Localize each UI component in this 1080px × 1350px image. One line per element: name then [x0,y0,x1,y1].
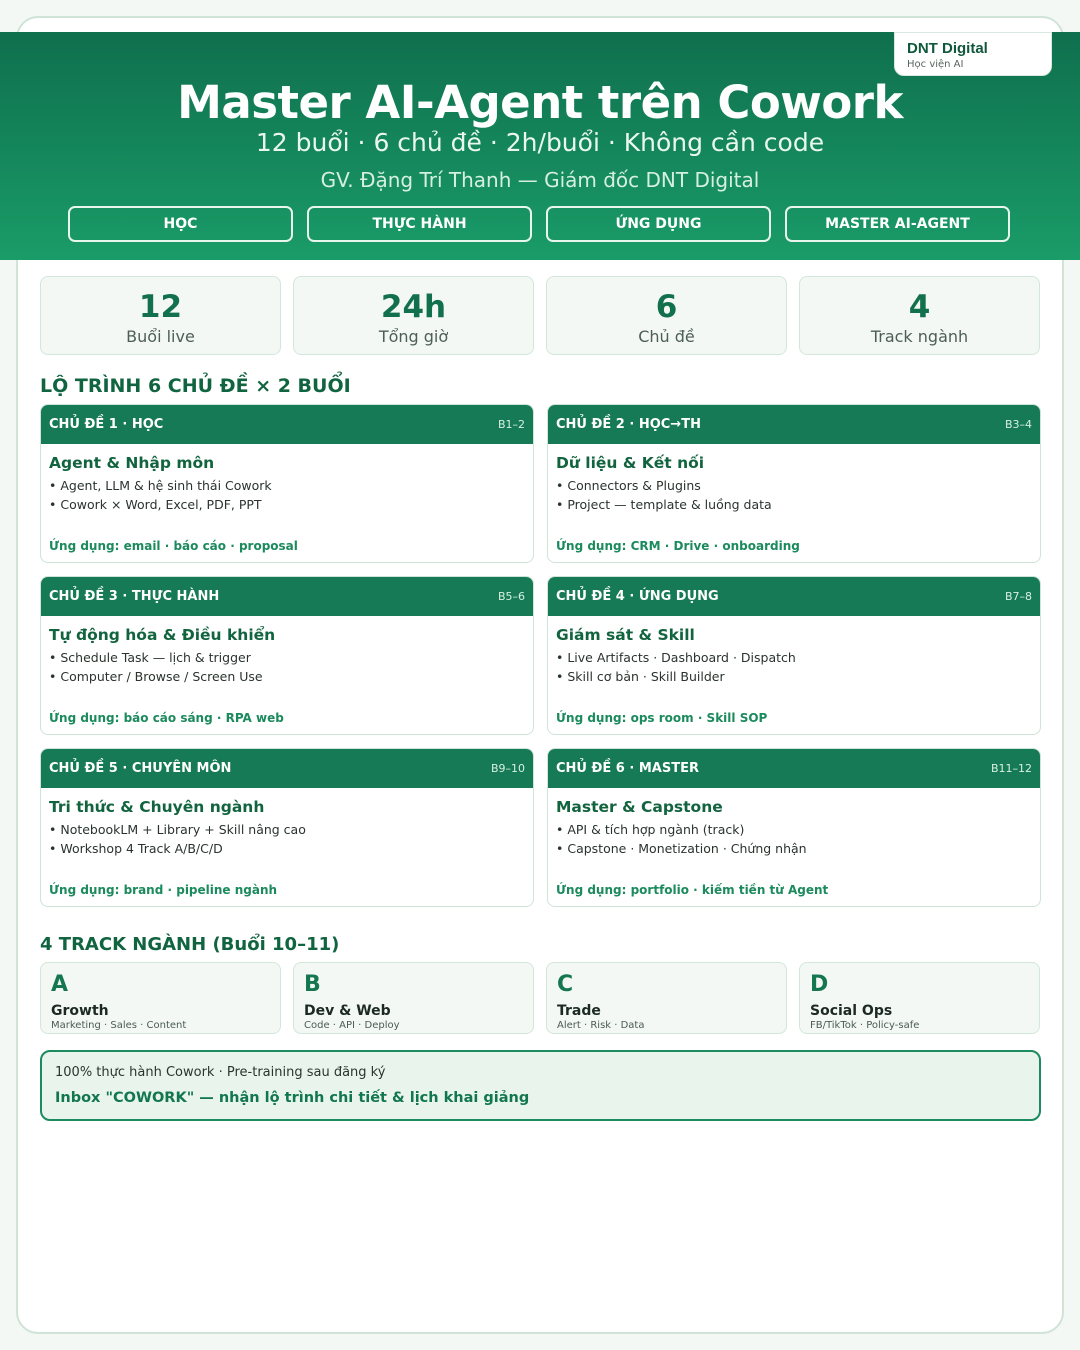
card-bullet: • Project — template & luồng data [556,497,772,512]
card-header [548,405,1040,444]
card-bullet: • Schedule Task — lịch & trigger [49,650,251,665]
card-bullet: • Skill cơ bản · Skill Builder [556,669,725,684]
stat-label: Tổng giờ [378,327,449,346]
stat-value: 4 [908,289,931,325]
card-title: Tri thức & Chuyên ngành [49,798,265,816]
card-tag: CHỦ ĐỀ 2 · HỌC→TH [556,417,701,432]
card-title: Master & Capstone [556,798,723,816]
card-application: Ứng dụng: báo cáo sáng · RPA web [49,711,284,725]
card-bullet: • Agent, LLM & hệ sinh thái Cowork [49,478,272,493]
track-card-a [40,962,281,1034]
card-title: Dữ liệu & Kết nối [556,454,705,472]
hero-banner [0,32,1080,260]
topic-card-1 [40,404,534,563]
card-header [548,749,1040,788]
stat-label: Buổi live [126,327,195,346]
topic-card-2 [547,404,1041,563]
track-subtitle: Code · API · Deploy [304,1020,400,1031]
topic-card-3 [40,576,534,735]
card-header [41,749,533,788]
card-tag: CHỦ ĐỀ 3 · THỰC HÀNH [49,589,220,604]
brand-name: DNT Digital [907,40,988,57]
card-application: Ứng dụng: portfolio · kiếm tiền từ Agent [556,883,829,897]
card-title: Agent & Nhập môn [49,454,215,472]
card-bullet: • NotebookLM + Library + Skill nâng cao [49,822,306,837]
track-subtitle: Marketing · Sales · Content [51,1020,187,1031]
pill-hoc[interactable]: HỌC [68,206,293,242]
topic-card-4 [547,576,1041,735]
track-letter: D [810,972,829,997]
card-bullets [556,648,1040,686]
track-card-d [799,962,1040,1034]
card-application: Ứng dụng: ops room · Skill SOP [556,711,768,725]
card-tag: CHỦ ĐỀ 1 · HỌC [49,417,164,432]
card-application: Ứng dụng: CRM · Drive · onboarding [556,539,800,553]
track-name: Social Ops [810,1003,893,1019]
card-title: Tự động hóa & Điều khiển [49,626,276,644]
card-application: Ứng dụng: brand · pipeline ngành [49,883,278,897]
stats-row [40,276,1040,355]
card-bullet: • Capstone · Monetization · Chứng nhận [556,841,807,856]
topic-card-6 [547,748,1041,907]
card-header [41,405,533,444]
stat-card [40,276,281,355]
stat-value: 6 [655,289,678,325]
card-title: Giám sát & Skill [556,626,695,644]
card-bullet: • Workshop 4 Track A/B/C/D [49,841,223,856]
brand-badge [894,32,1052,76]
track-name: Trade [557,1003,601,1019]
card-tag: CHỦ ĐỀ 4 · ỨNG DỤNG [556,589,719,604]
page-title: Master AI-Agent trên Cowork [177,76,903,129]
tracks-row [40,962,1040,1034]
card-bullet: • Cowork × Word, Excel, PDF, PPT [49,497,262,512]
stat-card [293,276,534,355]
card-bullet: • Computer / Browse / Screen Use [49,669,263,684]
cta-info: 100% thực hành Cowork · Pre-training sau đăng ký [55,1065,386,1080]
card-bullets [49,648,533,686]
card-bullets [49,820,533,858]
stat-card [799,276,1040,355]
card-bullet: • API & tích hợp ngành (track) [556,822,745,837]
topic-card-5 [40,748,534,907]
page-subtitle: 12 buổi · 6 chủ đề · 2h/buổi · Không cần code [255,128,825,157]
card-tag: CHỦ ĐỀ 6 · MASTER [556,761,699,776]
stat-card [546,276,787,355]
card-bullets [556,476,1040,514]
card-sessions: B1–2 [497,418,525,431]
track-subtitle: FB/TikTok · Policy-safe [810,1020,920,1031]
card-application: Ứng dụng: email · báo cáo · proposal [49,539,298,553]
card-header [41,577,533,616]
pill-thuc-hanh[interactable]: THỰC HÀNH [307,206,532,242]
card-bullets [49,476,533,514]
phase-pills [68,206,1010,242]
card-tag: CHỦ ĐỀ 5 · CHUYÊN MÔN [49,761,232,776]
track-card-b [293,962,534,1034]
track-name: Dev & Web [304,1003,391,1019]
stat-value: 12 [138,289,183,325]
pill-ung-dung[interactable]: ỨNG DỤNG [546,206,771,242]
track-card-c [546,962,787,1034]
track-letter: C [557,972,574,997]
card-sessions: B5–6 [497,590,525,603]
track-letter: A [51,972,69,997]
card-sessions: B11–12 [990,762,1032,775]
stat-label: Track ngành [870,327,969,346]
card-sessions: B7–8 [1004,590,1032,603]
card-bullet: • Connectors & Plugins [556,478,701,493]
roadmap-heading: LỘ TRÌNH 6 CHỦ ĐỀ × 2 BUỔI [40,375,351,397]
stat-label: Chủ đề [638,327,695,346]
card-sessions: B9–10 [490,762,525,775]
card-bullet: • Live Artifacts · Dashboard · Dispatch [556,650,796,665]
teacher-line: GV. Đặng Trí Thanh — Giám đốc DNT Digital [320,168,760,192]
card-bullets [556,820,1040,858]
card-sessions: B3–4 [1004,418,1032,431]
cta-inbox: Inbox "COWORK" — nhận lộ trình chi tiết & lịch khai giảng [55,1090,530,1106]
track-letter: B [304,972,321,997]
cta-box [40,1050,1041,1121]
brand-subtitle: Học viện AI [907,59,964,70]
tracks-heading: 4 TRACK NGÀNH (Buổi 10–11) [40,934,340,955]
track-subtitle: Alert · Risk · Data [557,1020,645,1031]
stat-value: 24h [380,289,447,325]
pill-master[interactable]: MASTER AI-AGENT [785,206,1010,242]
card-header [548,577,1040,616]
track-name: Growth [51,1003,109,1019]
